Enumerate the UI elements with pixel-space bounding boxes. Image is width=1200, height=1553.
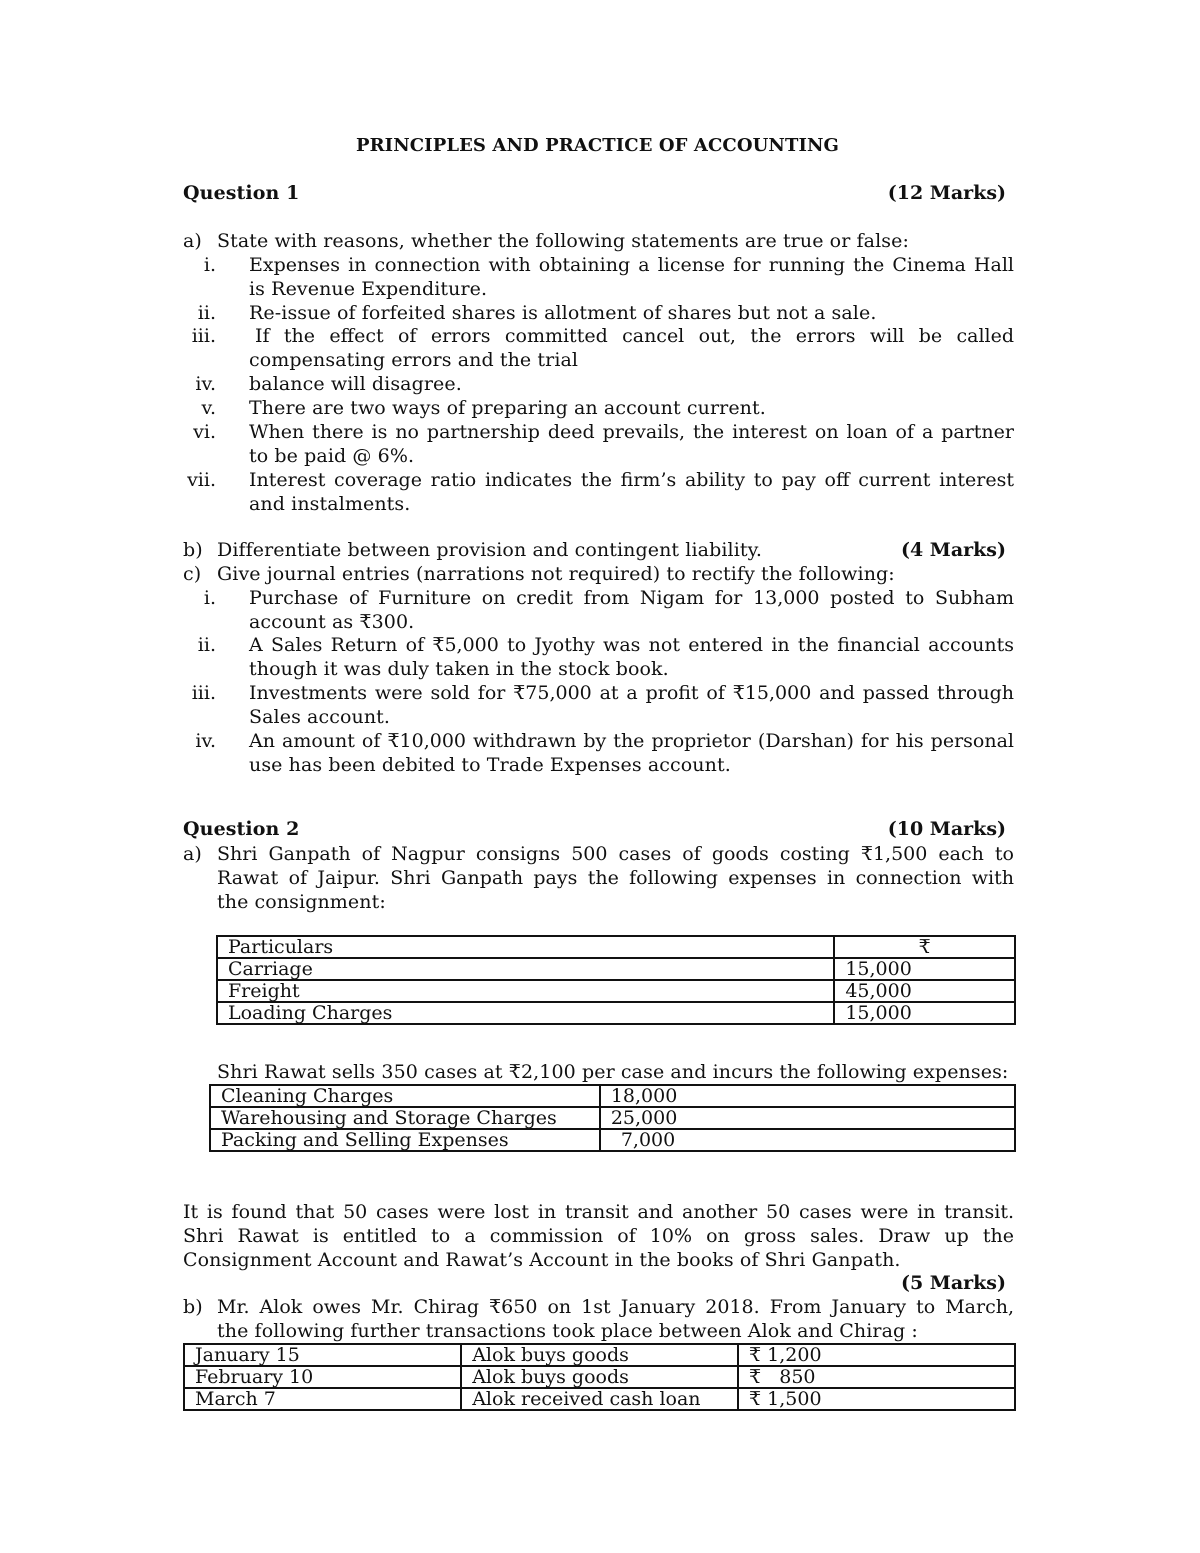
q1-a-item-num: v.: [201, 397, 216, 419]
table-cell: Loading Charges: [217, 1002, 834, 1024]
table-cell: 45,000: [834, 980, 1015, 1002]
q1-a-item-line: is Revenue Expenditure.: [249, 278, 488, 300]
question-1-heading: Question 1: [183, 182, 300, 204]
q1-a-item-line: Expenses in connection with obtaining a license for running the Cinema Hall: [249, 254, 1014, 276]
table-cell: ₹ 1,500: [738, 1388, 1015, 1410]
q1-c-item-num: i.: [203, 587, 216, 609]
q1-c-label: c): [183, 563, 202, 585]
table-cell: 25,000: [600, 1107, 1015, 1129]
q1-a-item-line: When there is no partnership deed prevails, the interest on loan of a partner: [249, 421, 1014, 443]
q2-para-line: It is found that 50 cases were lost in transit and another 50 cases were in transit.: [183, 1201, 1014, 1223]
table-cell: Freight: [217, 980, 834, 1002]
q1-c-item-line: Purchase of Furniture on credit from Nigam for 13,000 posted to Subham: [249, 587, 1014, 609]
q2-a-line: Shri Ganpath of Nagpur consigns 500 cases of goods costing ₹1,500 each to: [217, 843, 1014, 865]
q2-b-label: b): [183, 1296, 203, 1318]
q1-c-item-line: An amount of ₹10,000 withdrawn by the proprietor (Darshan) for his personal: [249, 730, 1014, 752]
table-cell: Particulars: [217, 936, 834, 958]
table-cell: Alok buys goods: [461, 1344, 738, 1366]
q1-a-label: a): [183, 230, 202, 252]
table-row: [184, 1344, 1015, 1366]
q1-c-item-num: ii.: [197, 634, 216, 656]
table-cell: ₹: [834, 936, 1015, 958]
table-cell: Carriage: [217, 958, 834, 980]
q2-para-line: Consignment Account and Rawat’s Account in the books of Shri Ganpath.: [183, 1249, 901, 1271]
table-row: [217, 958, 1015, 980]
q1-c-item-line: Sales account.: [249, 706, 391, 728]
table-row: [217, 936, 1015, 958]
table-cell: ₹ 1,200: [738, 1344, 1015, 1366]
table-row: [217, 980, 1015, 1002]
q1-a-item-line: Re-issue of forfeited shares is allotment of shares but not a sale.: [249, 302, 877, 324]
q1-c-item-line: Investments were sold for ₹75,000 at a profit of ₹15,000 and passed through: [249, 682, 1014, 704]
alok-transactions-table: [183, 1343, 1016, 1411]
rawat-sales-line: Shri Rawat sells 350 cases at ₹2,100 per case and incurs the following expenses:: [217, 1061, 1009, 1083]
q2-a-line: Rawat of Jaipur. Shri Ganpath pays the following expenses in connection with: [217, 867, 1014, 889]
q1-a-item-line: to be paid @ 6%.: [249, 445, 415, 467]
table-cell: March 7: [184, 1388, 461, 1410]
q1-a-item-num: vi.: [193, 421, 216, 443]
q1-c-item-num: iv.: [195, 730, 216, 752]
table-row: [210, 1129, 1015, 1151]
q1-a-item-num: iv.: [195, 373, 216, 395]
table-cell: 15,000: [834, 1002, 1015, 1024]
q1-a-item-line: Interest coverage ratio indicates the firm’s ability to pay off current interest: [249, 469, 1014, 491]
q2-b-line: Mr. Alok owes Mr. Chirag ₹650 on 1st January 2018. From January to March,: [217, 1296, 1014, 1318]
page-title: PRINCIPLES AND PRACTICE OF ACCOUNTING: [355, 135, 839, 156]
table-cell: Packing and Selling Expenses: [210, 1129, 600, 1151]
table-cell: Warehousing and Storage Charges: [210, 1107, 600, 1129]
table-cell: ₹ 850: [738, 1366, 1015, 1388]
table-cell: 7,000: [600, 1129, 1015, 1151]
q1-a-item-line: If the effect of errors committed cancel out, the errors will be called: [255, 325, 1014, 347]
q1-c-item-line: account as ₹300.: [249, 611, 415, 633]
question-2-heading: Question 2: [183, 818, 300, 840]
q2-b-marks: (5 Marks): [900, 1272, 1006, 1294]
table-cell: 15,000: [834, 958, 1015, 980]
table-cell: Alok received cash loan: [461, 1388, 738, 1410]
table-row: [184, 1366, 1015, 1388]
q2-para-line: Shri Rawat is entitled to a commission of 10% on gross sales. Draw up the: [183, 1225, 1014, 1247]
rawat-expenses-table: [209, 1084, 1016, 1152]
q1-a-item-line: balance will disagree.: [249, 373, 462, 395]
table-cell: February 10: [184, 1366, 461, 1388]
q1-c-item-line: use has been debited to Trade Expenses account.: [249, 754, 731, 776]
table-cell: 18,000: [600, 1085, 1015, 1107]
q1-b-text: Differentiate between provision and contingent liability.: [217, 539, 763, 561]
table-row: [210, 1107, 1015, 1129]
q1-b-label: b): [183, 539, 203, 561]
q1-a-item-num: ii.: [197, 302, 216, 324]
q1-a-item-line: and instalments.: [249, 493, 411, 515]
table-row: [184, 1388, 1015, 1410]
q1-a-item-num: vii.: [187, 469, 216, 491]
table-cell: January 15: [184, 1344, 461, 1366]
q2-a-label: a): [183, 843, 202, 865]
q2-b-line: the following further transactions took place between Alok and Chirag :: [217, 1320, 918, 1342]
q1-c-text: Give journal entries (narrations not required) to rectify the following:: [217, 563, 895, 585]
q1-b-marks: (4 Marks): [900, 539, 1006, 561]
q1-c-item-line: though it was duly taken in the stock book.: [249, 658, 669, 680]
q1-c-item-num: iii.: [191, 682, 216, 704]
q1-a-item-line: There are two ways of preparing an account current.: [249, 397, 766, 419]
q2-a-line: the consignment:: [217, 891, 386, 913]
q1-c-item-line: A Sales Return of ₹5,000 to Jyothy was not entered in the financial accounts: [249, 634, 1014, 656]
q1-a-text: State with reasons, whether the following statements are true or false:: [217, 230, 909, 252]
table-row: [217, 1002, 1015, 1024]
q1-a-item-line: compensating errors and the trial: [249, 349, 579, 371]
table-cell: Cleaning Charges: [210, 1085, 600, 1107]
q1-a-item-num: i.: [203, 254, 216, 276]
q1-a-item-num: iii.: [191, 325, 216, 347]
question-2-marks: (10 Marks): [887, 818, 1006, 840]
question-1-marks: (12 Marks): [887, 182, 1006, 204]
table-row: [210, 1085, 1015, 1107]
table-cell: Alok buys goods: [461, 1366, 738, 1388]
consignment-expenses-table: [216, 935, 1016, 1025]
